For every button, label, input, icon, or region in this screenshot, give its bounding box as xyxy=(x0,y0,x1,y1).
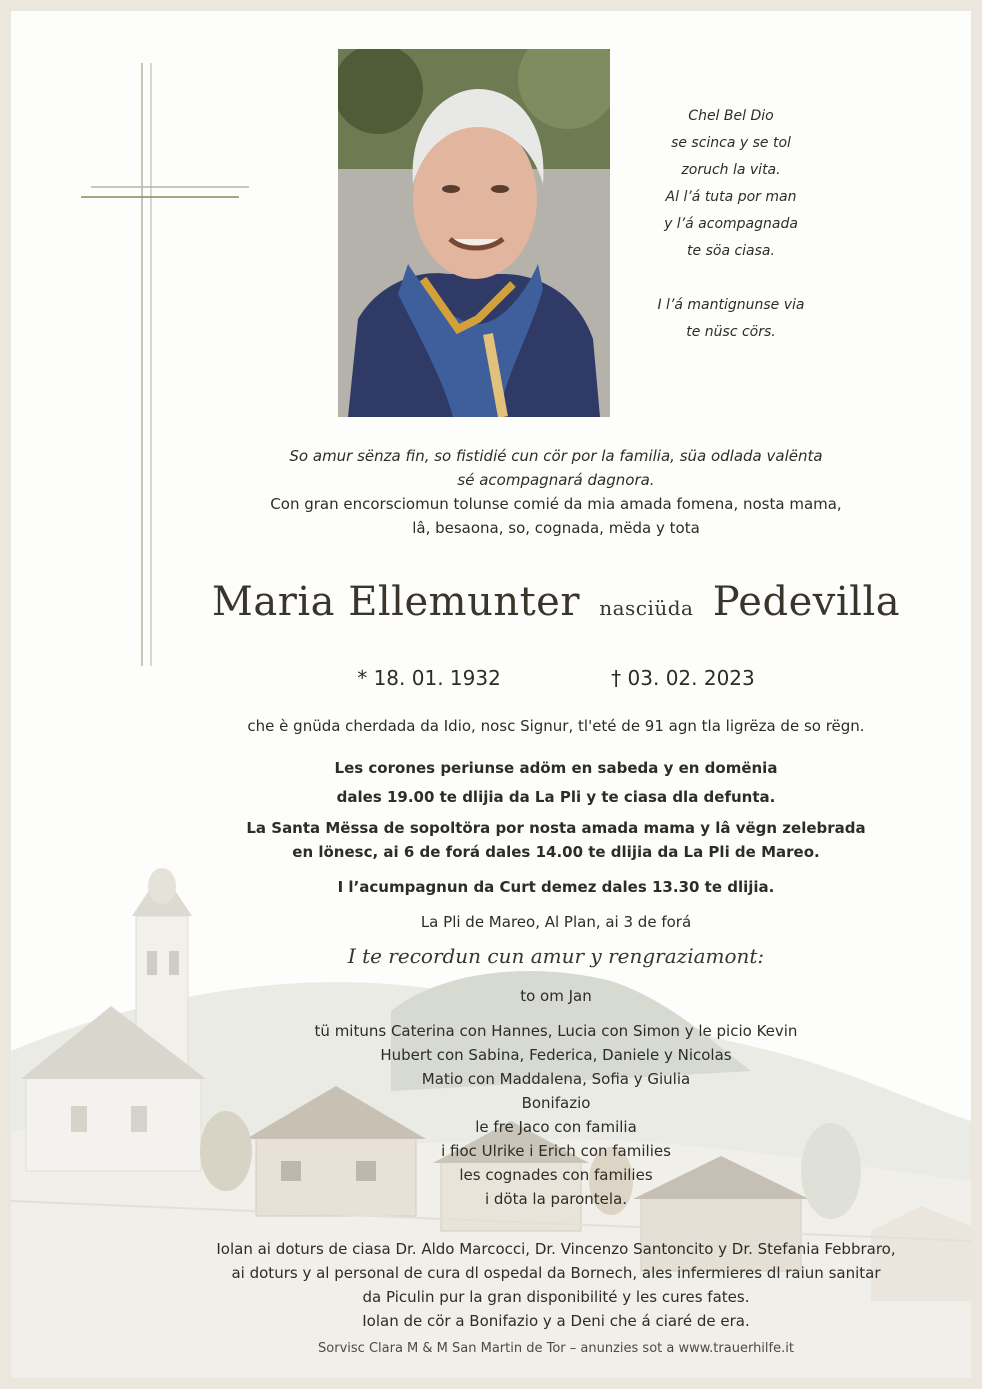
wake-line: dales 19.00 te dlijia da La Pli y te ciasa dla defunta. xyxy=(336,788,776,806)
maiden-name: Pedevilla xyxy=(712,579,901,625)
family-gap xyxy=(141,1008,971,1019)
intro-text-farewell xyxy=(141,492,971,540)
family-line: les cognades con families xyxy=(459,1166,653,1184)
intro-line: Con gran encorsciomun tolunse comié da mia amada fomena, nosta mama, xyxy=(270,495,842,513)
remembrance-heading: I te recordun cun amur y rengraziamont: xyxy=(347,944,765,968)
family-line: Hubert con Sabina, Federica, Daniele y Nicolas xyxy=(380,1046,732,1064)
family-line: tü mituns Caterina con Hannes, Lucia con Simon y le picio Kevin xyxy=(314,1022,798,1040)
thanks-line: da Piculin pur la gran disponibilité y les cures fates. xyxy=(362,1288,750,1306)
name: Maria Ellemunter xyxy=(211,579,580,625)
family-line: i fioc Ulrike i Erich con families xyxy=(441,1142,671,1160)
poem-line: te nüsc cörs. xyxy=(686,324,776,340)
poem-line: Al l’á tuta por man xyxy=(665,189,797,205)
nee-label: nasciüda xyxy=(599,596,694,620)
thanks-text xyxy=(141,1237,971,1333)
birth-date: * 18. 01. 1932 xyxy=(357,666,501,690)
thanks-line: Iolan de cör a Bonifazio y a Deni che á ciaré de era. xyxy=(362,1312,750,1330)
thanks-line: Iolan ai doturs de ciasa Dr. Aldo Marcocci, Dr. Vincenzo Santoncito y Dr. Stefania Febbraro, xyxy=(216,1240,896,1258)
deceased-name xyxy=(141,579,971,625)
poem-line: y l’á acompagnada xyxy=(664,216,798,232)
family-line: Matio con Maddalena, Sofia y Giulia xyxy=(421,1070,691,1088)
thanks-line: ai doturs y al personal de cura dl ospedal da Bornech, ales infermieres dl raiun sanitar xyxy=(231,1264,881,1282)
poem-line: te söa ciasa. xyxy=(687,243,775,259)
intro-text xyxy=(141,444,971,492)
poem xyxy=(611,103,851,346)
announcement-line: che è gnüda cherdada da Idio, nosc Signur, tl'eté de 91 agn tla ligrëza de so rëgn. xyxy=(247,717,865,735)
obituary-card xyxy=(11,11,971,1378)
family-line: le fre Jaco con familia xyxy=(475,1118,637,1136)
wake-line: Les corones periunse adöm en sabeda y en domënia xyxy=(334,759,778,777)
poem-line: Chel Bel Dio xyxy=(688,108,774,124)
death-date: † 03. 02. 2023 xyxy=(611,666,755,690)
intro-line: So amur sënza fin, so fistidié cun cör por la familia, süa odlada valënta xyxy=(289,447,823,465)
poem-line: zoruch la vita. xyxy=(681,162,781,178)
life-dates xyxy=(141,666,971,690)
procession-line: I l’acumpagnun da Curt demez dales 13.30 te dlijia. xyxy=(337,878,775,896)
poem-line: se scinca y se tol xyxy=(671,135,791,151)
poem-stanza-gap xyxy=(611,265,851,292)
place-date: La Pli de Mareo, Al Plan, ai 3 de forá xyxy=(420,913,692,931)
family-list xyxy=(141,984,971,1211)
mass-line: La Santa Mëssa de sopoltöra por nosta amada mama y lâ vëgn zelebrada xyxy=(246,819,866,837)
mass-line: en lönesc, ai 6 de forá dales 14.00 te dlijia da La Pli de Mareo. xyxy=(292,843,820,861)
poem-line: I l’á mantignunse via xyxy=(657,297,805,313)
intro-line: sé acompagnará dagnora. xyxy=(457,471,655,489)
footer-credit: Sorvisc Clara M & M San Martin de Tor – anunzies sot a www.trauerhilfe.it xyxy=(318,1341,794,1356)
intro-line: lâ, besaona, so, cognada, mëda y tota xyxy=(412,519,700,537)
family-line: i döta la parontela. xyxy=(484,1190,628,1208)
family-spouse: to om Jan xyxy=(520,987,592,1005)
portrait-photo xyxy=(338,49,610,417)
family-line: Bonifazio xyxy=(521,1094,591,1112)
